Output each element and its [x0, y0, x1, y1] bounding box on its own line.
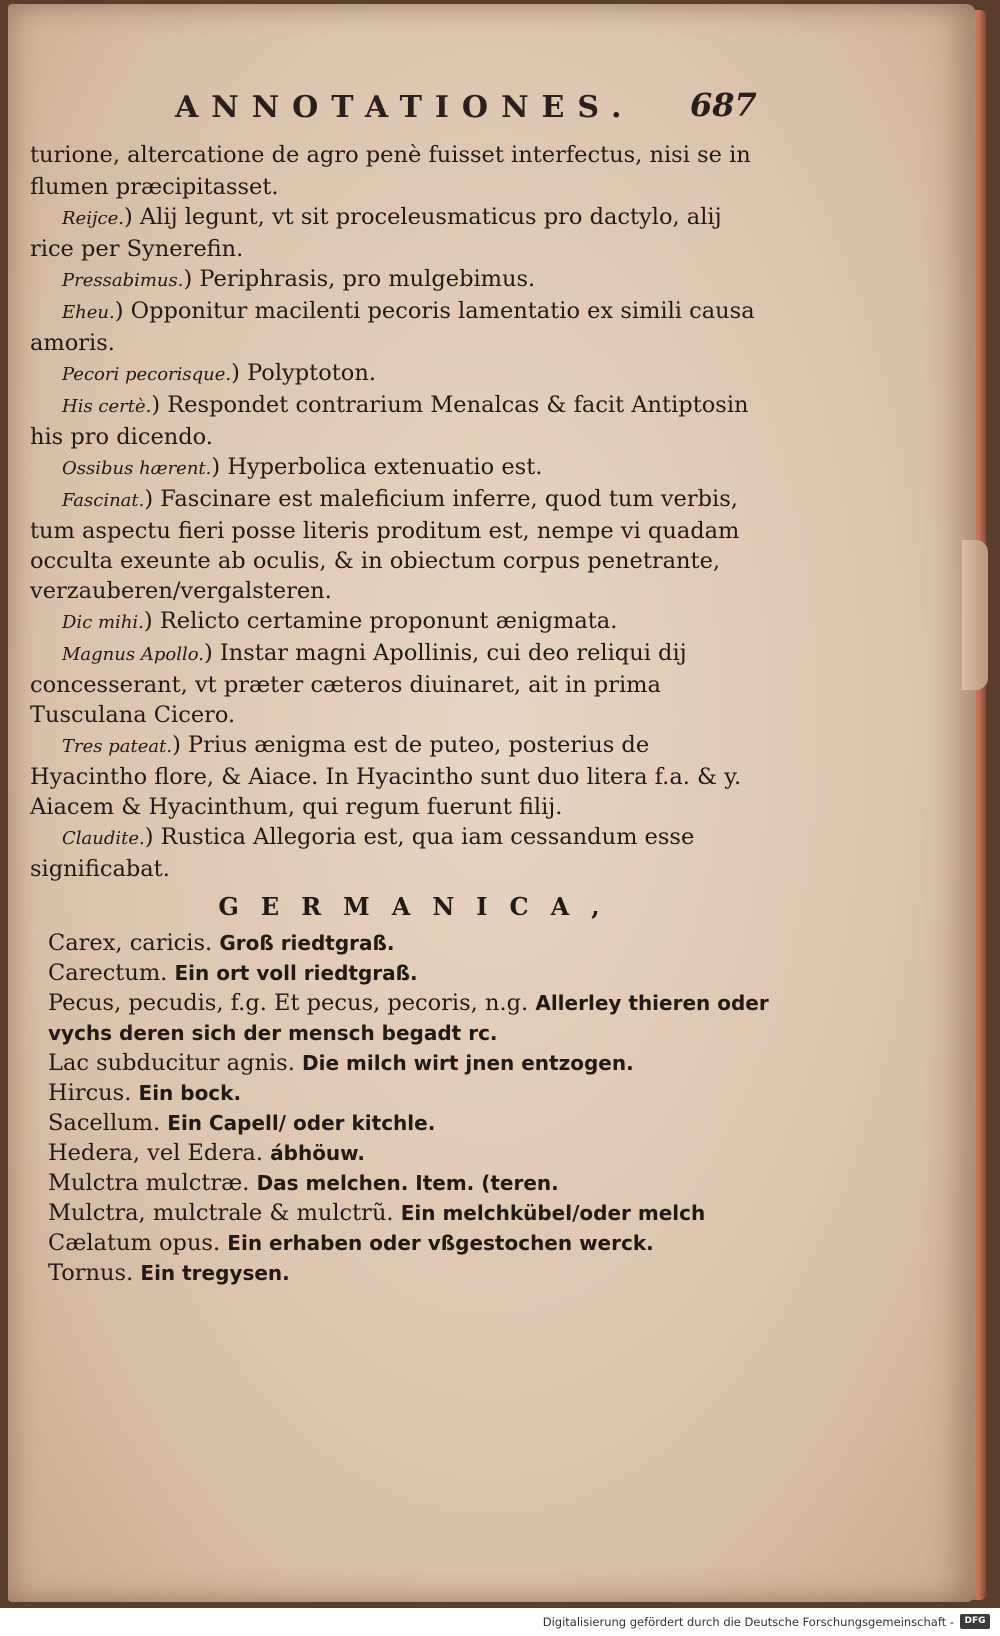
annotation-lemma: Pressabimus.	[62, 270, 184, 291]
glossary-german: Groß riedtgraß.	[219, 931, 395, 955]
annotation-paragraph	[30, 296, 770, 358]
glossary-entry	[30, 1048, 770, 1078]
glossary-entry	[30, 1198, 770, 1228]
glossary-german: Die milch wirt jnen entzogen.	[302, 1051, 634, 1075]
annotation-text: ) Prius ænigma est de puteo, posterius de Hyacintho flore, & Aiace. In Hyacintho sunt duo litera f.a. & y. Aiacem & Hyacinthum, qui regum fuerunt filij.	[30, 732, 742, 820]
annotation-text: ) Respondet contrarium Menalcas & facit Antiptosin his pro dicendo.	[30, 392, 749, 450]
glossary-latin: Mulctra, mulctrale & mulctrũ.	[48, 1200, 394, 1226]
glossary-list	[30, 928, 770, 1288]
annotation-text: ) Rustica Allegoria est, qua iam cessandum esse significabat.	[30, 824, 695, 882]
glossary-german: Allerley thieren oder vychs deren sich der mensch begadt rc.	[48, 991, 769, 1045]
glossary-entry	[30, 1108, 770, 1138]
annotation-lemma: Claudite.	[62, 828, 145, 849]
annotation-paragraph	[30, 358, 770, 390]
footer-credit: Digitalisierung gefördert durch die Deutsche Forschungsgemeinschaft -	[542, 1615, 954, 1629]
glossary-german: Ein ort voll riedtgraß.	[174, 961, 418, 985]
page-number: 687	[690, 86, 757, 124]
glossary-german: Ein Capell/ oder kitchle.	[167, 1111, 436, 1135]
glossary-entry	[30, 1258, 770, 1288]
page-tab-mark	[962, 540, 988, 690]
glossary-german: Ein tregysen.	[140, 1261, 290, 1285]
annotation-paragraph	[30, 638, 770, 730]
annotation-lemma: Dic mihi.	[62, 612, 144, 633]
annotation-lemma: Fascinat.	[62, 490, 145, 511]
dfg-logo-icon: DFG	[960, 1614, 990, 1629]
annotation-paragraph	[30, 730, 770, 822]
annotations-list	[30, 140, 770, 884]
glossary-latin: Carectum.	[48, 960, 168, 986]
footer	[0, 1608, 1000, 1636]
glossary-entry	[30, 928, 770, 958]
section-title: GERMANICA,	[218, 892, 622, 921]
annotation-lemma: Magnus Apollo.	[62, 644, 204, 665]
glossary-german: Ein bock.	[138, 1081, 242, 1105]
annotation-paragraph	[30, 264, 770, 296]
glossary-german: Ein melchkübel/oder melch	[400, 1201, 706, 1225]
glossary-entry	[30, 1228, 770, 1258]
annotation-paragraph	[30, 606, 770, 638]
glossary-entry	[30, 958, 770, 988]
glossary-entry	[30, 1168, 770, 1198]
annotation-paragraph	[30, 822, 770, 884]
glossary-german: ábhöuw.	[270, 1141, 365, 1165]
annotation-text: ) Periphrasis, pro mulgebimus.	[183, 266, 536, 292]
annotation-paragraph	[30, 140, 770, 202]
glossary-latin: Pecus, pecudis, f.g. Et pecus, pecoris, n.g.	[48, 990, 529, 1016]
annotation-text: turione, altercatione de agro penè fuisset interfectus, nisi se in flumen præcipitasset.	[30, 142, 751, 200]
page-text-block	[30, 140, 770, 1288]
annotation-paragraph	[30, 484, 770, 606]
glossary-entry	[30, 988, 770, 1048]
glossary-german: Das melchen. Item. (teren.	[256, 1171, 559, 1195]
annotation-text: ) Relicto certamine proponunt ænigmata.	[143, 608, 618, 634]
annotation-text: ) Opponitur macilenti pecoris lamentatio ex simili causa amoris.	[30, 298, 755, 356]
glossary-latin: Hircus.	[48, 1080, 132, 1106]
annotation-paragraph	[30, 390, 770, 452]
annotation-lemma: His certè.	[62, 396, 152, 417]
glossary-latin: Lac subducitur agnis.	[48, 1050, 295, 1076]
glossary-entry	[30, 1078, 770, 1108]
annotation-text: ) Instar magni Apollinis, cui deo reliqui dij concesserant, vt præter cæteros diuinaret, ait in prima Tusculana Cicero.	[30, 640, 687, 728]
glossary-latin: Sacellum.	[48, 1110, 161, 1136]
annotation-paragraph	[30, 202, 770, 264]
annotation-lemma: Ossibus hærent.	[62, 458, 212, 479]
annotation-lemma: Pecori pecorisque.	[62, 364, 232, 385]
glossary-german: Ein erhaben oder vßgestochen werck.	[227, 1231, 654, 1255]
annotation-lemma: Eheu.	[62, 302, 115, 323]
glossary-latin: Carex, caricis.	[48, 930, 213, 956]
annotation-text: ) Hyperbolica extenuatio est.	[211, 454, 543, 480]
annotation-text: ) Alij legunt, vt sit proceleusmaticus pro dactylo, alij rice per Synerefin.	[30, 204, 722, 262]
annotation-lemma: Tres pateat.	[62, 736, 173, 757]
glossary-latin: Hedera, vel Edera.	[48, 1140, 263, 1166]
annotation-lemma: Reijce.	[62, 208, 124, 229]
glossary-latin: Tornus.	[48, 1260, 134, 1286]
glossary-latin: Cælatum opus.	[48, 1230, 221, 1256]
glossary-entry	[30, 1138, 770, 1168]
annotation-paragraph	[30, 452, 770, 484]
annotation-text: ) Fascinare est maleficium inferre, quod tum verbis, tum aspectu fieri posse literis proditum est, nempe vi quadam occulta exeunte ab oculis, & in obiectum corpus penetrante, verzauberen/vergalsteren.	[30, 486, 740, 604]
glossary-latin: Mulctra mulctræ.	[48, 1170, 250, 1196]
running-head: ANNOTATIONES.	[175, 90, 635, 125]
annotation-text: ) Polyptoton.	[231, 360, 376, 386]
